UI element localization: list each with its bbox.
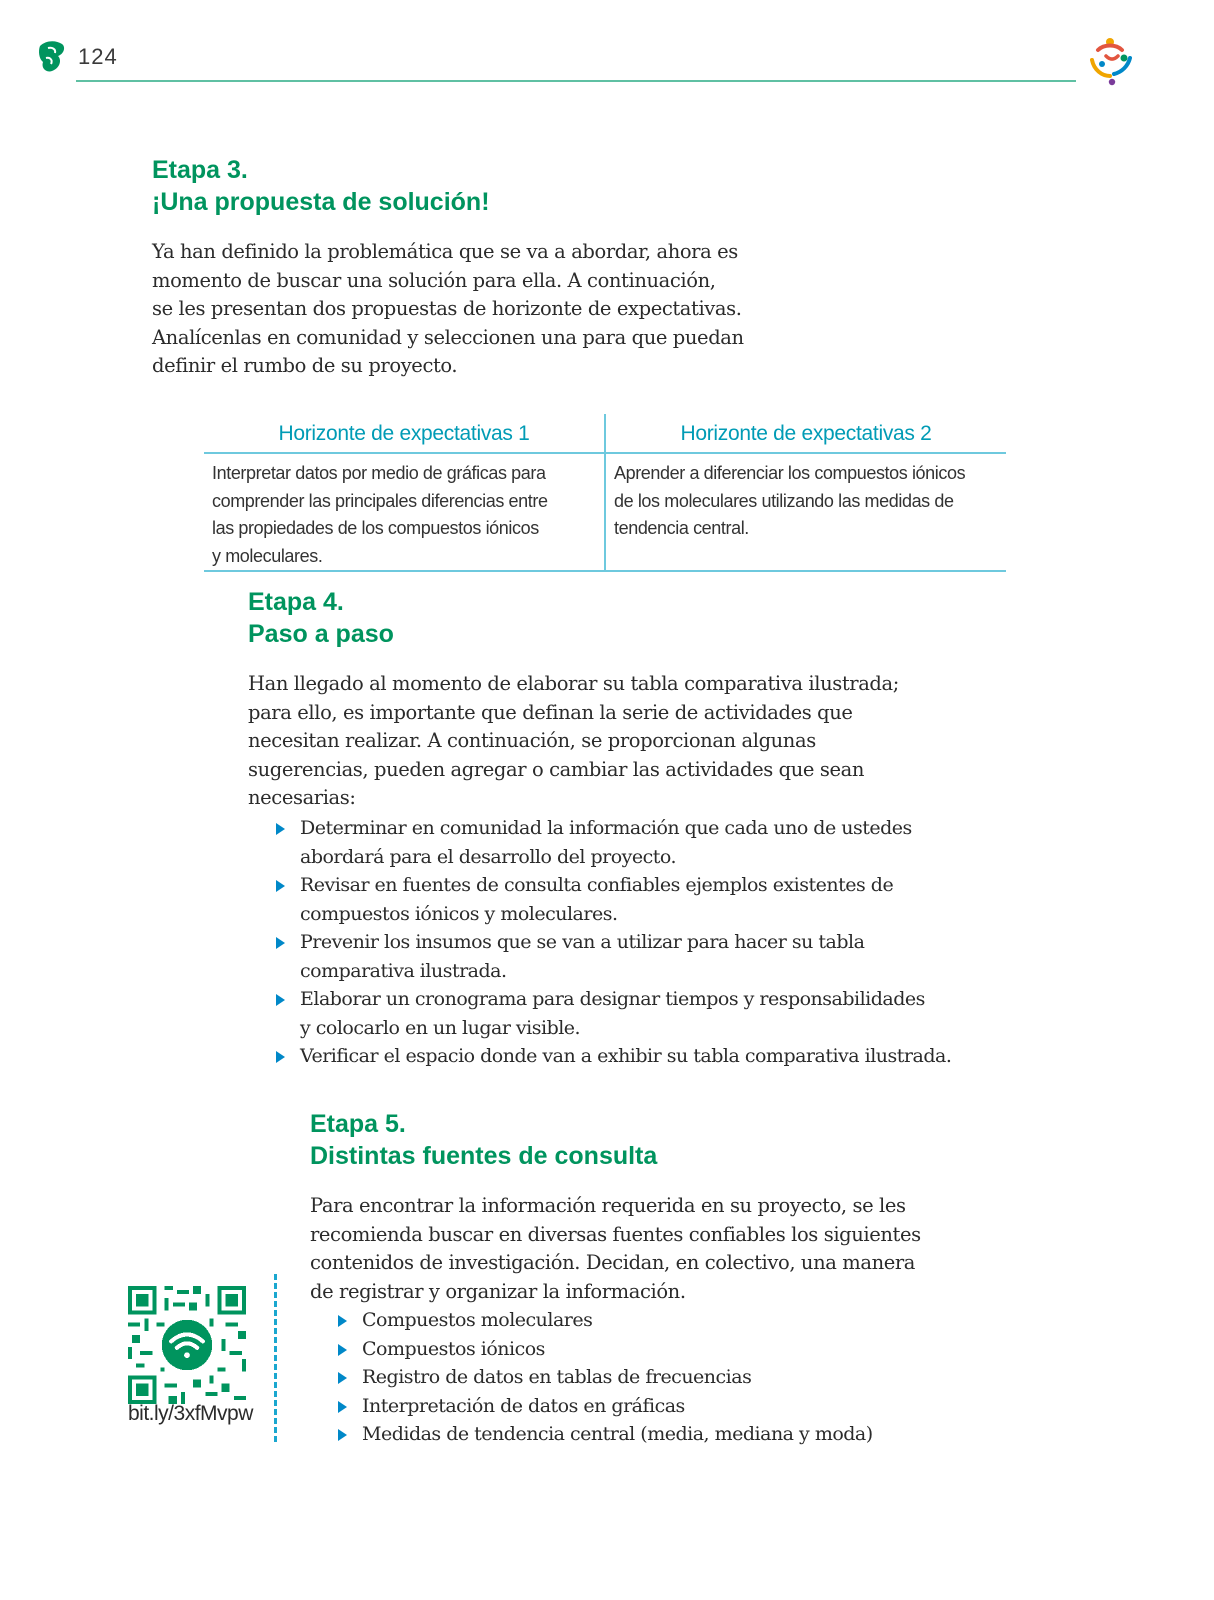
stage3-section <box>152 154 490 218</box>
list-item <box>336 1335 873 1364</box>
table-cell-2 <box>614 460 994 543</box>
cell-line: las propiedades de los compuestos iónicos <box>212 518 539 538</box>
list-item-line: comparativa ilustrada. <box>300 959 507 982</box>
table-bottom-rule <box>204 570 1006 572</box>
paragraph-line: contenidos de investigación. Decidan, en colectivo, una manera <box>310 1251 916 1274</box>
bullet-triangle-icon <box>276 823 285 835</box>
paragraph-line: para ello, es importante que definan la serie de actividades que <box>248 700 853 724</box>
list-item-line: compuestos iónicos y moleculares. <box>300 902 618 925</box>
stage4-section <box>248 586 394 650</box>
paragraph-line: necesitan realizar. A continuación, se proporcionan algunas <box>248 729 816 752</box>
stage3-title: Etapa 3. <box>152 156 248 184</box>
stage3-paragraph <box>152 238 744 381</box>
bullet-triangle-icon <box>338 1372 347 1384</box>
qr-link[interactable]: bit.ly/3xfMvpw <box>128 1402 253 1425</box>
stage5-section <box>310 1108 657 1172</box>
list-item-line: Determinar en comunidad la información que cada uno de ustedes <box>300 817 912 839</box>
list-item-line: Prevenir los insumos que se van a utilizar para hacer su tabla <box>300 931 865 953</box>
list-item <box>274 1042 951 1071</box>
paragraph-line: definir el rumbo de su proyecto. <box>152 354 458 377</box>
list-item-line: Elaborar un cronograma para designar tiempos y responsabilidades <box>300 988 925 1010</box>
list-item <box>274 814 951 871</box>
table-header-1: Horizonte de expectativas 1 <box>278 422 530 445</box>
cell-line: y moleculares. <box>212 545 323 566</box>
dashed-divider <box>274 1274 277 1442</box>
list-item <box>336 1306 873 1335</box>
paragraph-line: Ya han definido la problemática que se va a abordar, ahora es <box>152 240 738 263</box>
stage4-bullet-list <box>274 814 951 1071</box>
bullet-triangle-icon <box>276 994 285 1006</box>
table-header-rule <box>204 452 1006 454</box>
bullet-triangle-icon <box>338 1429 347 1441</box>
list-item-line: abordará para el desarrollo del proyecto. <box>300 845 677 868</box>
bullet-triangle-icon <box>338 1401 347 1413</box>
paragraph-line: momento de buscar una solución para ella. A continuación, <box>152 268 716 292</box>
stage4-paragraph <box>248 670 899 813</box>
stage4-subtitle: Paso a paso <box>248 620 394 648</box>
cell-line: Interpretar datos por medio de gráficas para <box>212 463 546 483</box>
list-item-line: Interpretación de datos en gráficas <box>362 1394 685 1417</box>
bullet-triangle-icon <box>276 1051 285 1063</box>
stage5-title: Etapa 5. <box>310 1110 406 1138</box>
paragraph-line: se les presentan dos propuestas de horizonte de expectativas. <box>152 297 742 320</box>
list-item-line: Registro de datos en tablas de frecuencias <box>362 1366 752 1388</box>
list-item <box>274 985 951 1042</box>
list-item-line: Verificar el espacio donde van a exhibir su tabla comparativa ilustrada. <box>300 1045 952 1067</box>
list-item <box>336 1392 873 1421</box>
expectations-table <box>204 414 1006 572</box>
bullet-triangle-icon <box>338 1344 347 1356</box>
stage3-subtitle: ¡Una propuesta de solución! <box>152 188 490 216</box>
stage5-paragraph <box>310 1192 921 1306</box>
list-item-line: Revisar en fuentes de consulta confiables ejemplos existentes de <box>300 874 894 896</box>
list-item-line: Medidas de tendencia central (media, mediana y moda) <box>362 1423 873 1445</box>
list-item <box>336 1363 873 1392</box>
cell-line: tendencia central. <box>614 518 749 538</box>
community-logo-icon <box>1084 34 1136 86</box>
cell-line: de los moleculares utilizando las medidas de <box>614 490 954 511</box>
book-logo-icon <box>36 38 70 74</box>
list-item <box>274 928 951 985</box>
stage5-subtitle: Distintas fuentes de consulta <box>310 1142 658 1170</box>
page-number: 124 <box>78 44 118 69</box>
table-cell-1 <box>212 460 592 570</box>
bullet-triangle-icon <box>276 880 285 892</box>
list-item <box>274 871 951 928</box>
list-item-line: Compuestos iónicos <box>362 1337 545 1360</box>
header-rule <box>76 80 1076 82</box>
paragraph-line: Han llegado al momento de elaborar su tabla comparativa ilustrada; <box>248 672 899 695</box>
list-item-line: y colocarlo en un lugar visible. <box>300 1016 581 1039</box>
bullet-triangle-icon <box>276 937 285 949</box>
paragraph-line: recomienda buscar en diversas fuentes confiables los siguientes <box>310 1222 921 1246</box>
table-header-2: Horizonte de expectativas 2 <box>680 422 932 445</box>
paragraph-line: necesarias: <box>248 786 356 809</box>
list-item-line: Compuestos moleculares <box>362 1309 593 1331</box>
cell-line: Aprender a diferenciar los compuestos iónicos <box>614 463 966 483</box>
qr-code[interactable] <box>128 1286 246 1404</box>
paragraph-line: sugerencias, pueden agregar o cambiar las actividades que sean <box>248 757 864 781</box>
paragraph-line: Analícenlas en comunidad y seleccionen una para que puedan <box>152 325 744 349</box>
cell-line: comprender las principales diferencias entre <box>212 490 548 511</box>
stage5-bullet-list <box>336 1306 873 1449</box>
paragraph-line: de registrar y organizar la información. <box>310 1279 686 1303</box>
stage4-title: Etapa 4. <box>248 588 344 616</box>
list-item <box>336 1420 873 1449</box>
bullet-triangle-icon <box>338 1315 347 1327</box>
paragraph-line: Para encontrar la información requerida en su proyecto, se les <box>310 1194 906 1217</box>
